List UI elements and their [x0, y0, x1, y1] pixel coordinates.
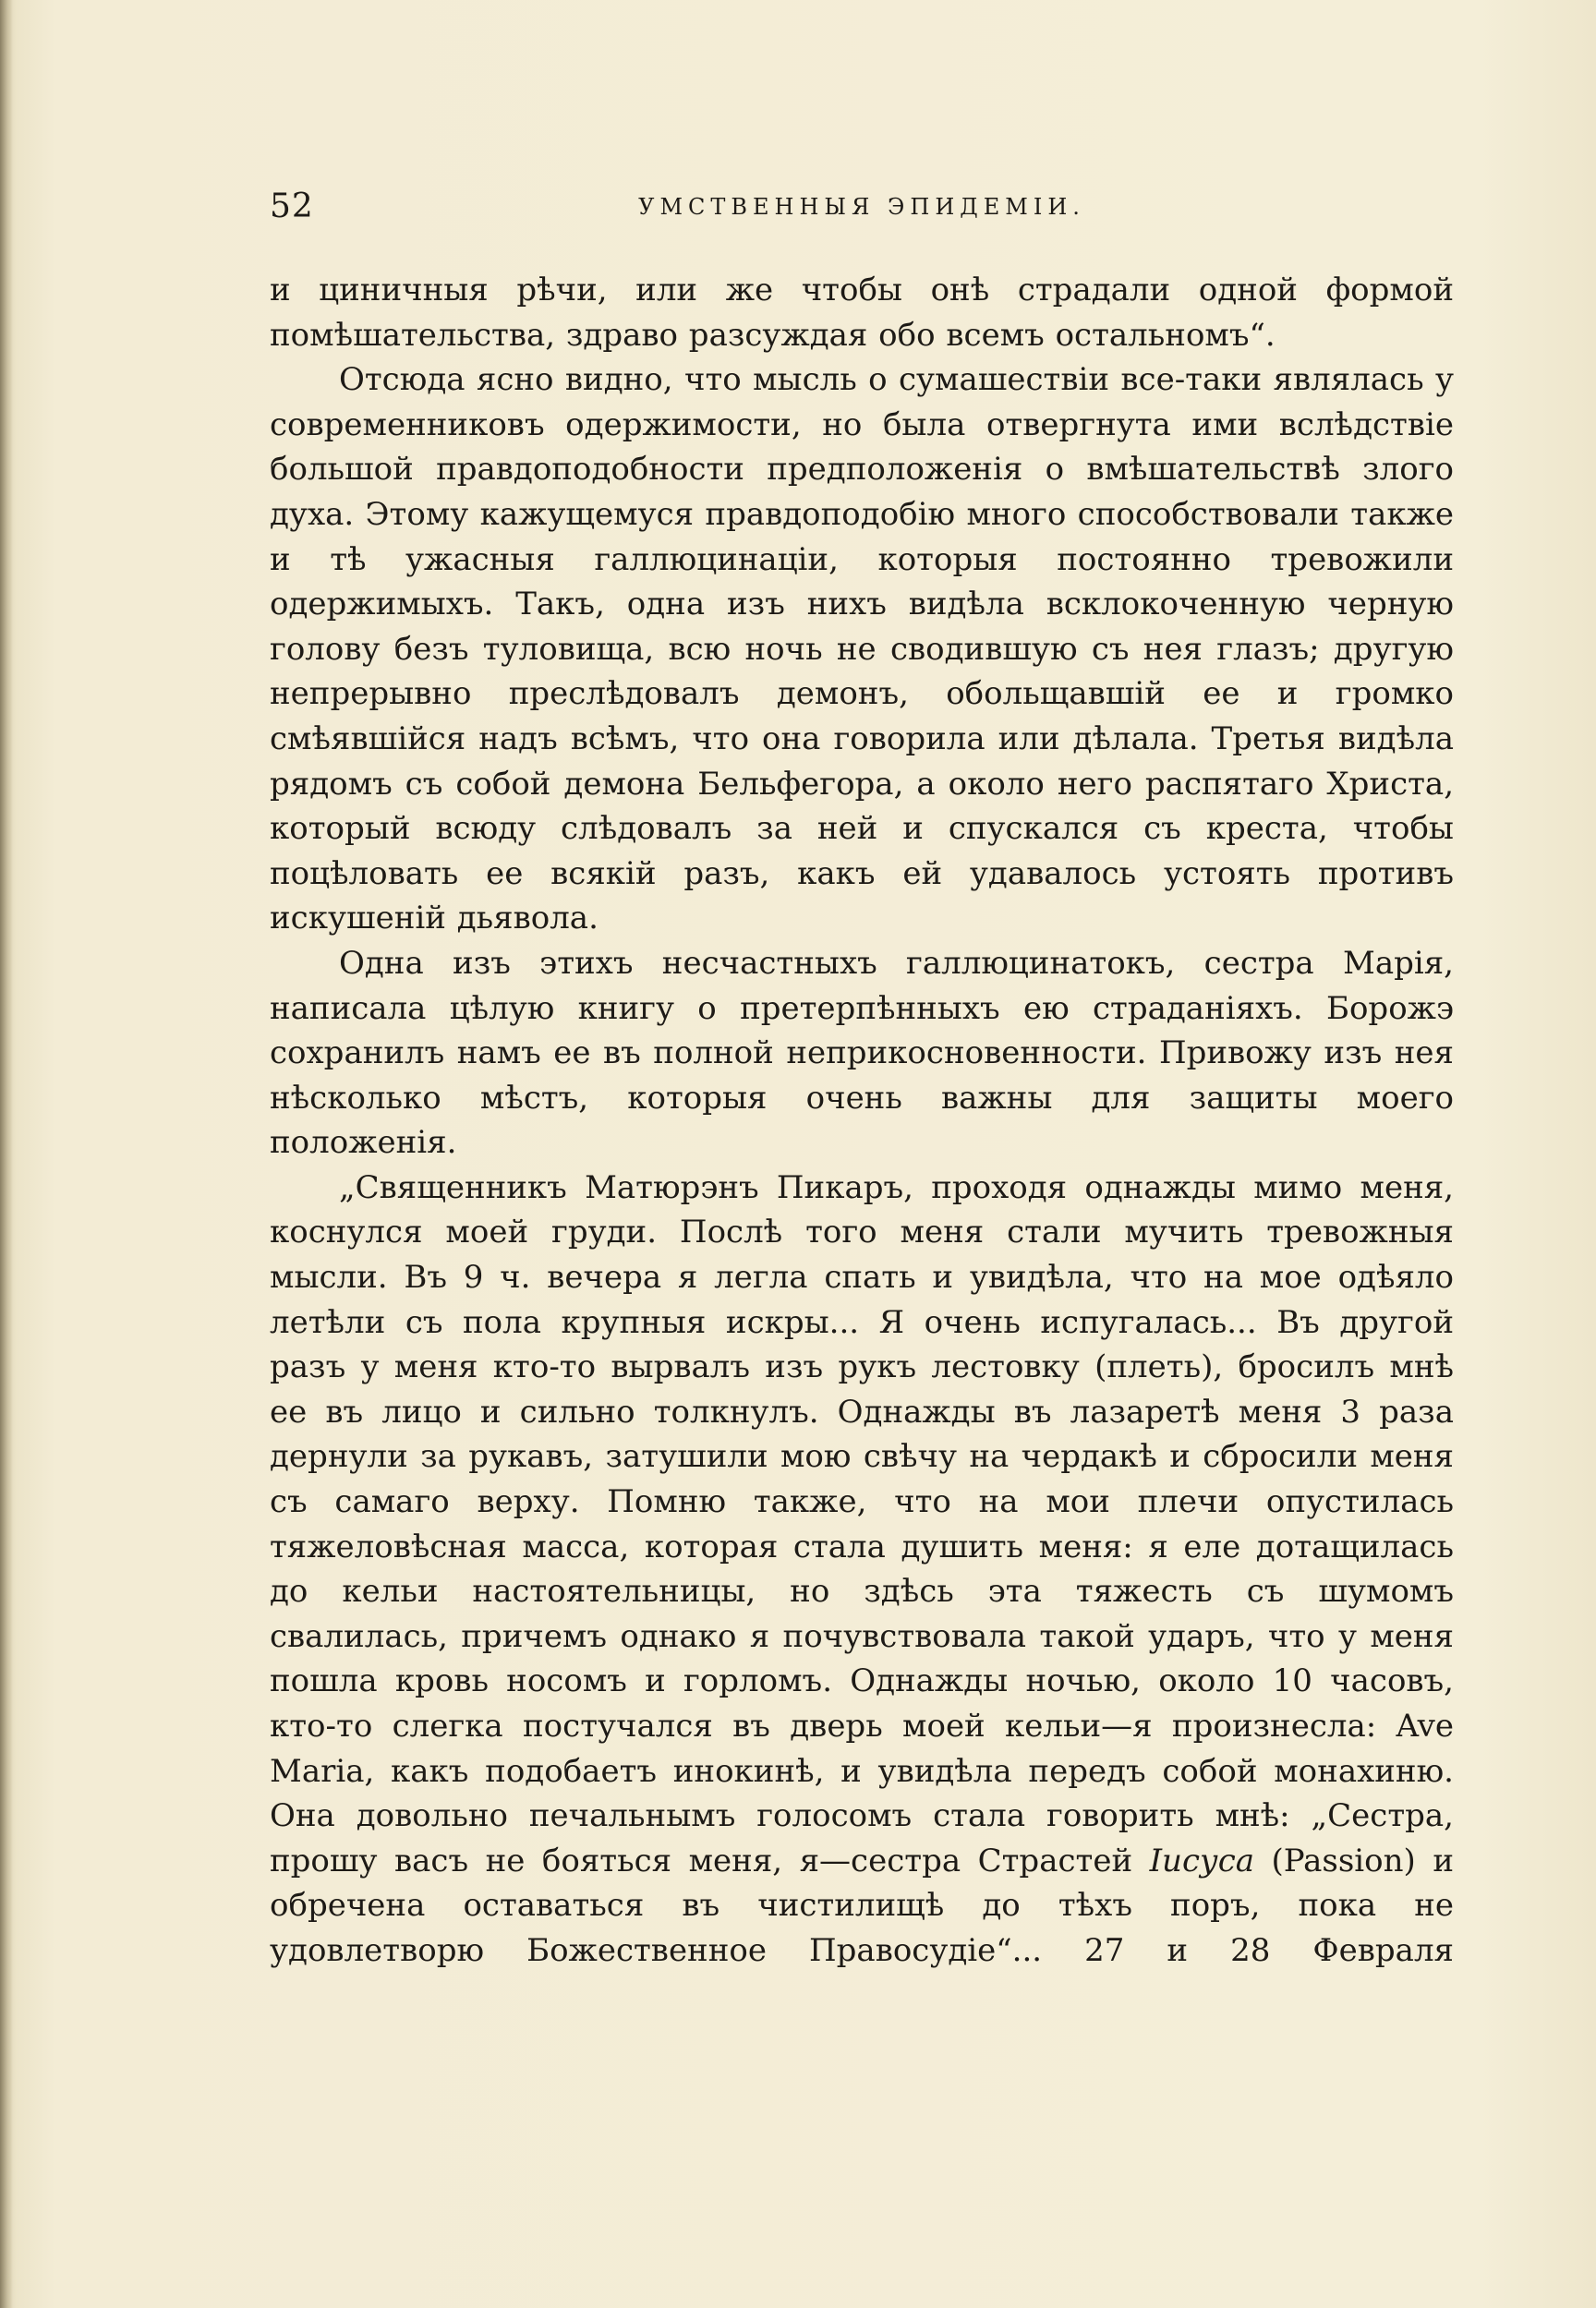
running-title: УМСТВЕННЫЯ ЭПИДЕМІИ.	[638, 194, 1085, 220]
quotation-text-after: (Passion) и обречена оставаться въ чистилищѣ до тѣхъ поръ, пока не удовлетворю Божественное Правосудіе“... 27 и 28 Февраля	[270, 1842, 1454, 1969]
page-header	[270, 185, 1454, 240]
paragraph-continuation: и циничныя рѣчи, или же чтобы онѣ страдали одной формой помѣшательства, здраво разсуждая обо всемъ остальномъ“.	[270, 272, 1454, 354]
quotation-italic-name: Іисуса	[1149, 1842, 1255, 1879]
paragraph-quotation	[270, 1166, 1454, 1974]
page-number: 52	[270, 187, 314, 225]
body-text	[270, 268, 1454, 1974]
paragraph-possession: Отсюда ясно видно, что мысль о сумашествіи все-таки являлась у современниковъ одержимости, но была отвергнута ими вслѣдствіе большой правдоподобности предположенія о вмѣшательствѣ злого духа. Этому кажущемуся правдоподобію много способствовали также и тѣ ужасныя галлюцинаціи, которыя постоянно тревожили одержимыхъ. Такъ, одна изъ нихъ видѣла всклокоченную черную голову безъ туловища, всю ночь не сводившую съ нея глазъ; другую непрерывно преслѣдовалъ демонъ, обольщавшій ее и громко смѣявшійся надъ всѣмъ, что она говорила или дѣлала. Третья видѣла рядомъ съ собой демона Бельфегора, а около него распятаго Христа, который всюду слѣдовалъ за ней и спускался съ креста, чтобы поцѣловать ее всякій разъ, какъ ей удавалось устоять противъ искушеній дьявола.	[270, 361, 1454, 937]
page-spine-shadow	[0, 0, 13, 2308]
paragraph-sister-maria: Одна изъ этихъ несчастныхъ галлюцинатокъ, сестра Марія, написала цѣлую книгу о претерпѣнныхъ ею страданіяхъ. Борожэ сохранилъ намъ ее въ полной неприкосновенности. Привожу изъ нея нѣсколько мѣстъ, которыя очень важны для защиты моего положенія.	[270, 944, 1454, 1162]
quotation-text-before: „Священникъ Матюрэнъ Пикаръ, проходя однажды мимо меня, коснулся моей груди. Послѣ того меня стали мучить тревожныя мысли. Въ 9 ч. вечера я легла спать и увидѣла, что на мое одѣяло летѣли съ пола крупныя искры... Я очень испугалась... Въ другой разъ у меня кто-то вырвалъ изъ рукъ лестовку (плеть), бросилъ мнѣ ее въ лицо и сильно толкнулъ. Однажды въ лазаретѣ меня 3 раза дернули за рукавъ, затушили мою свѣчу на чердакѣ и сбросили меня съ самаго верху. Помню также, что на мои плечи опустилась тяжеловѣсная масса, которая стала душить меня: я еле дотащилась до кельи настоятельницы, но здѣсь эта тяжесть съ шумомъ свалилась, причемъ однако я почувствовала такой ударъ, что у меня пошла кровь носомъ и горломъ. Однажды ночью, около 10 часовъ, кто-то слегка постучался въ дверь моей кельи—я произнесла: Ave Maria, какъ подобаетъ инокинѣ, и увидѣла передъ собой монахиню. Она довольно печальнымъ голосомъ стала говорить мнѣ: „Сестра, прошу васъ не бояться меня, я—сестра Страстей	[270, 1168, 1454, 1879]
